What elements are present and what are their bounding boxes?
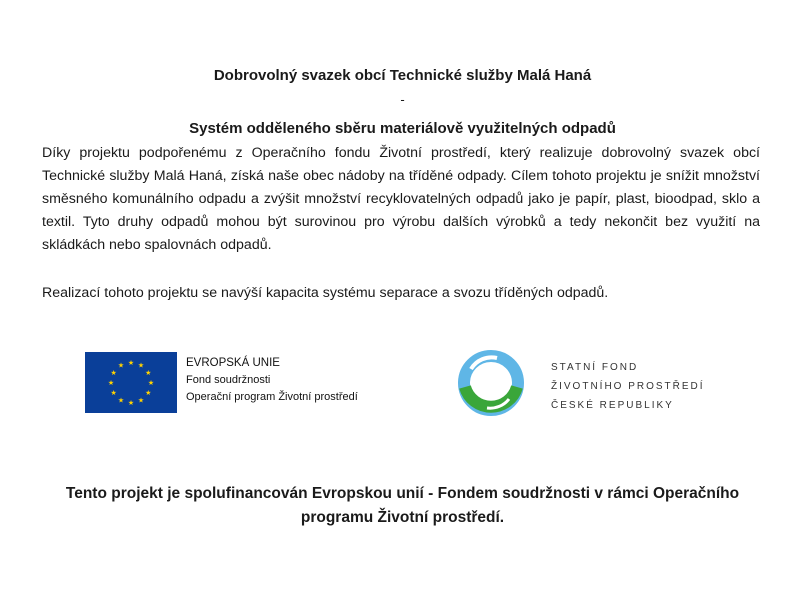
- document-subtitle: Systém odděleného sběru materiálově využitelných odpadů: [189, 120, 616, 137]
- sfzp-logo-line-1: STATNÍ FOND: [551, 362, 639, 373]
- eu-star-icon: ★: [147, 380, 155, 387]
- eu-star-icon: ★: [137, 362, 145, 370]
- title-separator: -: [400, 92, 405, 107]
- sfzp-logo-line-2: ŽIVOTNÍHO PROSTŘEDÍ: [551, 381, 705, 392]
- eu-star-icon: ★: [107, 380, 115, 387]
- eu-logo-line-2: Fond soudržnosti: [186, 374, 271, 386]
- eu-star-icon: ★: [110, 370, 117, 377]
- body-paragraph-1: Díky projektu podpořenému z Operačního fondu Životní prostředí, který realizuje dobrovolný svazek obcí Technické služby Malá Haná, získá naše obec nádoby na tříděné odpady. Cílem tohoto projektu je snížit množství směsného komunálního odpadu a zvýšit množství recyklovatelných odpadů jako je papír, plast, bioodpad, sklo a textil. Tyto druhy odpadů mohou být surovinou pro výrobu dalších výrobků a tedy nekončit bez využití na skládkách nebo spalovnách odpadů.: [42, 145, 760, 253]
- eu-star-icon: ★: [117, 362, 125, 370]
- body-paragraph-2: Realizací tohoto projektu se navýší kapacita systému separace a svozu tříděných odpadů.: [42, 285, 609, 301]
- eu-star-icon: ★: [127, 400, 135, 407]
- sfzp-ring-logo: [457, 349, 525, 417]
- footer-line-2: programu Životní prostředí.: [300, 509, 505, 526]
- eu-logo-line-3: Operační program Životní prostředí: [186, 391, 358, 403]
- eu-star-icon: ★: [117, 397, 125, 405]
- eu-stars-icon: [85, 352, 177, 413]
- eu-star-icon: ★: [137, 397, 145, 405]
- eu-flag-logo: [85, 352, 177, 413]
- eu-star-icon: ★: [127, 360, 135, 367]
- eu-star-icon: ★: [110, 390, 117, 397]
- footer-line-1: Tento projekt je spolufinancován Evropskou unií - Fondem soudržnosti v rámci Operačního: [65, 485, 740, 502]
- sfzp-logo-line-3: ČESKÉ REPUBLIKY: [551, 400, 674, 411]
- eu-star-icon: ★: [145, 370, 152, 377]
- document-title: Dobrovolný svazek obcí Technické služby Malá Haná: [213, 67, 592, 84]
- eu-star-icon: ★: [145, 390, 152, 397]
- eu-logo-line-1: EVROPSKÁ UNIE: [186, 357, 280, 369]
